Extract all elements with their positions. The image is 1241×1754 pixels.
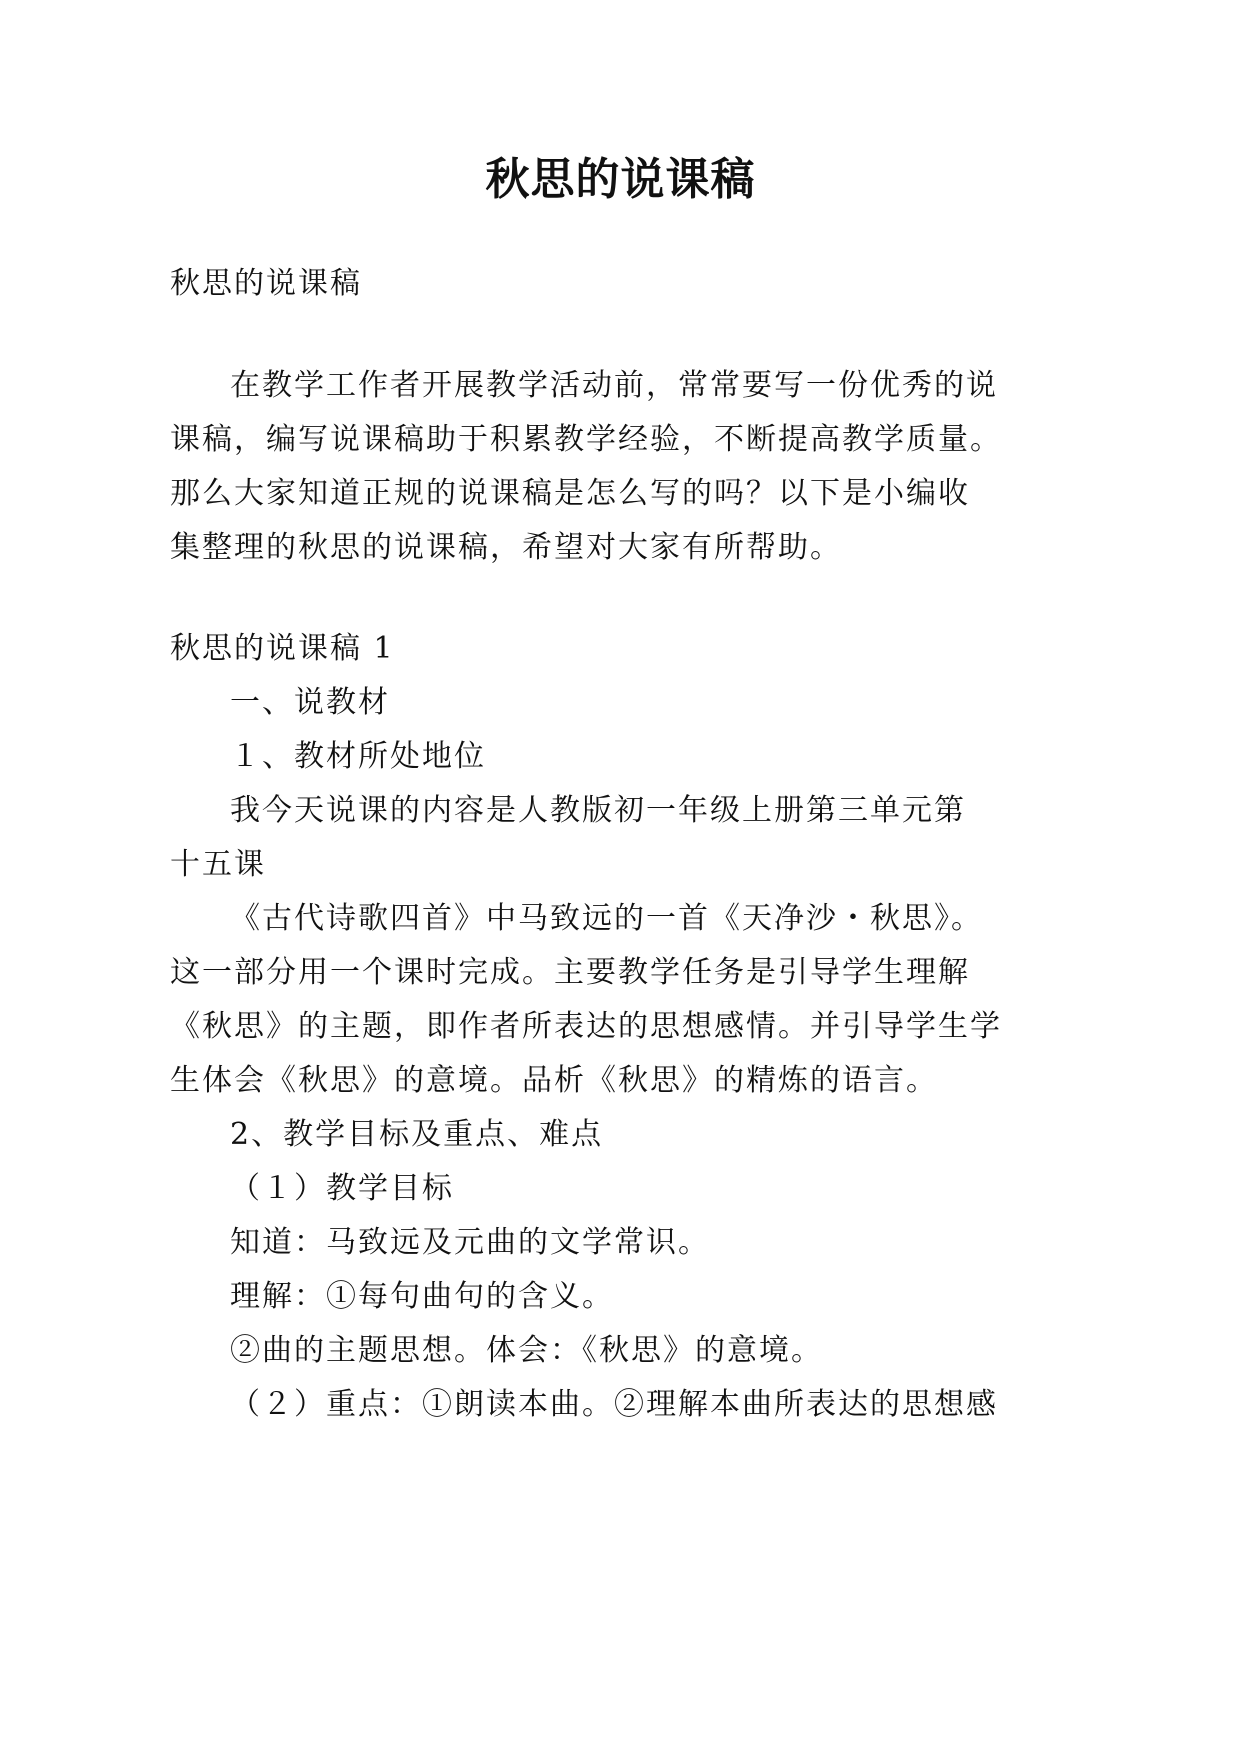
document-title: 秋思的说课稿 — [485, 154, 756, 205]
heading-jiaocai-diwei: １、教材所处地位 — [230, 739, 486, 774]
intro-line-1: 在教学工作者开展教学活动前，常常要写一份优秀的说 — [230, 368, 998, 403]
body-line-6: 生体会《秋思》的意境。品析《秋思》的精炼的语言。 — [170, 1063, 938, 1098]
heading-jiaoxue-mubiao: （１）教学目标 — [230, 1171, 454, 1206]
body-line-2: 十五课 — [170, 847, 266, 882]
heading-mubiao: 2、教学目标及重点、难点 — [230, 1117, 604, 1152]
goal-line-1: 知道：马致远及元曲的文学常识。 — [230, 1225, 710, 1260]
section-heading: 秋思的说课稿 1 — [170, 631, 395, 666]
body-line-5: 《秋思》的主题，即作者所表达的思想感情。并引导学生学 — [170, 1009, 1002, 1044]
body-line-4: 这一部分用一个课时完成。主要教学任务是引导学生理解 — [170, 955, 970, 990]
body-line-1: 我今天说课的内容是人教版初一年级上册第三单元第 — [230, 793, 966, 828]
body-line-3: 《古代诗歌四首》中马致远的一首《天净沙・秋思》。 — [230, 901, 983, 936]
goal-line-2: 理解：①每句曲句的含义。 — [230, 1279, 614, 1314]
goal-line-3: ②曲的主题思想。体会：《秋思》的意境。 — [230, 1333, 823, 1368]
intro-line-2: 课稿，编写说课稿助于积累教学经验，不断提高教学质量。 — [170, 422, 1002, 457]
subtitle-line: 秋思的说课稿 — [170, 266, 362, 301]
intro-line-4: 集整理的秋思的说课稿，希望对大家有所帮助。 — [170, 530, 842, 565]
key-point-line: （２）重点：①朗读本曲。②理解本曲所表达的思想感 — [230, 1387, 998, 1422]
intro-line-3: 那么大家知道正规的说课稿是怎么写的吗？以下是小编收 — [170, 476, 970, 511]
heading-shuo-jiaocai: 一、说教材 — [230, 685, 390, 720]
